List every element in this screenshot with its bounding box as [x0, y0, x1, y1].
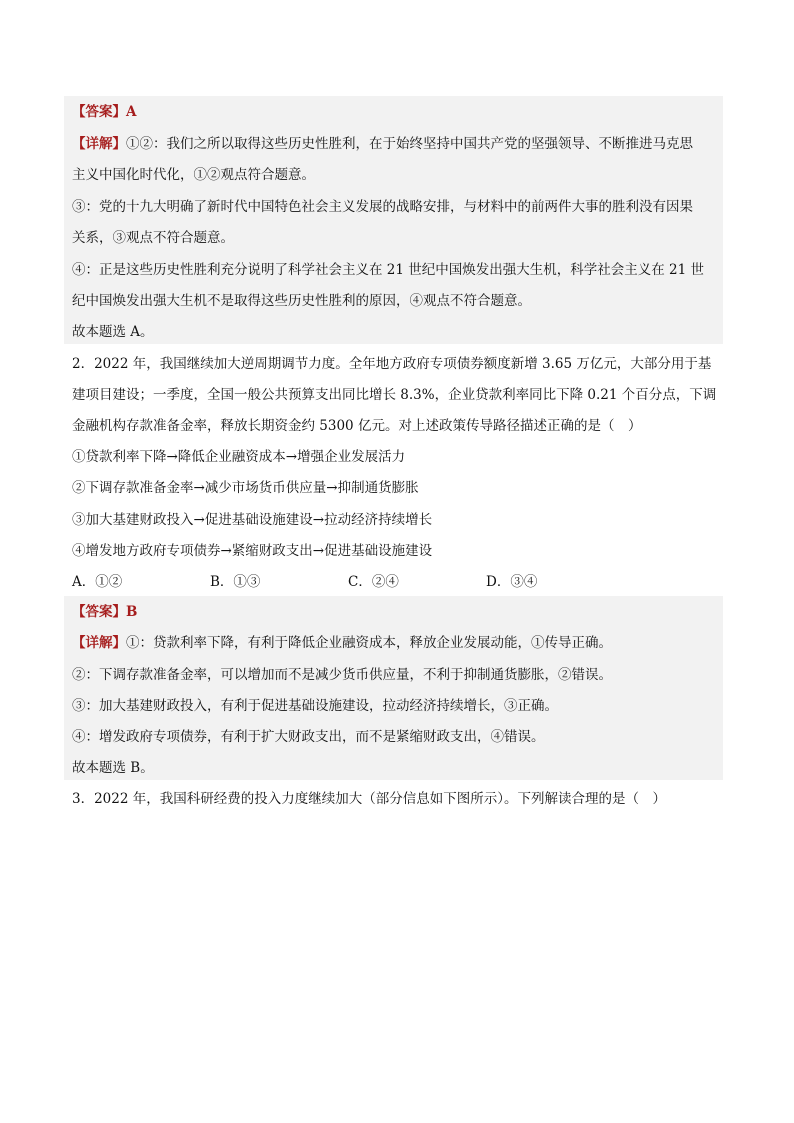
q2-detail-line-3: ③：加大基建财政投入，有利于促进基础设施建设，拉动经济持续增长，③正确。 — [72, 698, 558, 714]
detail-label: 【详解】 — [72, 635, 126, 651]
detail-text: ①：贷款利率下降，有利于降低企业融资成本，释放企业发展动能，①传导正确。 — [126, 635, 612, 651]
detail-text: ①②：我们之所以取得这些历史性胜利，在于始终坚持中国共产党的坚强领导、不断推进马克思 — [126, 136, 693, 152]
q2-option-c: C．②④ — [348, 574, 399, 590]
answer-label: 【答案】 — [72, 604, 126, 620]
q1-conclusion: 故本题选 A。 — [72, 324, 154, 340]
detail-label: 【详解】 — [72, 136, 126, 152]
q2-item-2: ②下调存款准备金率→减少市场货币供应量→抑制通货膨胀 — [72, 480, 419, 496]
answer-value: B — [126, 604, 138, 620]
q2-item-1: ①贷款利率下降→降低企业融资成本→增强企业发展活力 — [72, 449, 406, 465]
q2-detail-line-1 — [72, 633, 722, 653]
q1-detail-line-4: 关系，③观点不符合题意。 — [72, 230, 234, 246]
q1-answer-line — [72, 102, 722, 122]
q2-item-3: ③加大基建财政投入→促进基础设施建设→拉动经济持续增长 — [72, 512, 433, 528]
q2-item-4: ④增发地方政府专项债券→紧缩财政支出→促进基础设施建设 — [72, 543, 433, 559]
answer-value: A — [126, 104, 137, 120]
q2-answer-line — [72, 602, 722, 622]
q1-detail-line-5: ④：正是这些历史性胜利充分说明了科学社会主义在 21 世纪中国焕发出强大生机，科学社会主义在 21 世 — [72, 262, 705, 278]
q2-conclusion: 故本题选 B。 — [72, 760, 154, 776]
q1-detail-line-1 — [72, 134, 722, 154]
q2-detail-line-4: ④：增发政府专项债券，有利于扩大财政支出，而不是紧缩财政支出，④错误。 — [72, 729, 545, 745]
q1-detail-line-2: 主义中国化时代化，①②观点符合题意。 — [72, 167, 315, 183]
q1-detail-line-6: 纪中国焕发出强大生机不是取得这些历史性胜利的原因，④观点不符合题意。 — [72, 293, 531, 309]
answer-label: 【答案】 — [72, 104, 126, 120]
q2-option-d: D．③④ — [486, 574, 538, 590]
q3-stem: 3．2022 年，我国科研经费的投入力度继续加大（部分信息如下图所示）。下列解读合理的是（ ） — [72, 791, 666, 807]
q2-detail-line-2: ②：下调存款准备金率，可以增加而不是减少货币供应量，不利于抑制通货膨胀，②错误。 — [72, 667, 612, 683]
q2-stem-line-1: 2．2022 年，我国继续加大逆周期调节力度。全年地方政府专项债券额度新增 3.65 万亿元，大部分用于基 — [72, 356, 712, 372]
q2-option-a: A．①② — [72, 574, 123, 590]
q2-answer-block — [64, 596, 723, 780]
q2-option-b: B．①③ — [210, 574, 261, 590]
q1-detail-line-3: ③：党的十九大明确了新时代中国特色社会主义发展的战略安排，与材料中的前两件大事的胜利没有因果 — [72, 199, 693, 215]
q2-stem-line-2: 建项目建设；一季度，全国一般公共预算支出同比增长 8.3%，企业贷款利率同比下降 0.21 个百分点，下调 — [72, 387, 717, 403]
q2-stem-line-3: 金融机构存款准备金率，释放长期资金约 5300 亿元。对上述政策传导路径描述正确的是（ ） — [72, 418, 642, 434]
